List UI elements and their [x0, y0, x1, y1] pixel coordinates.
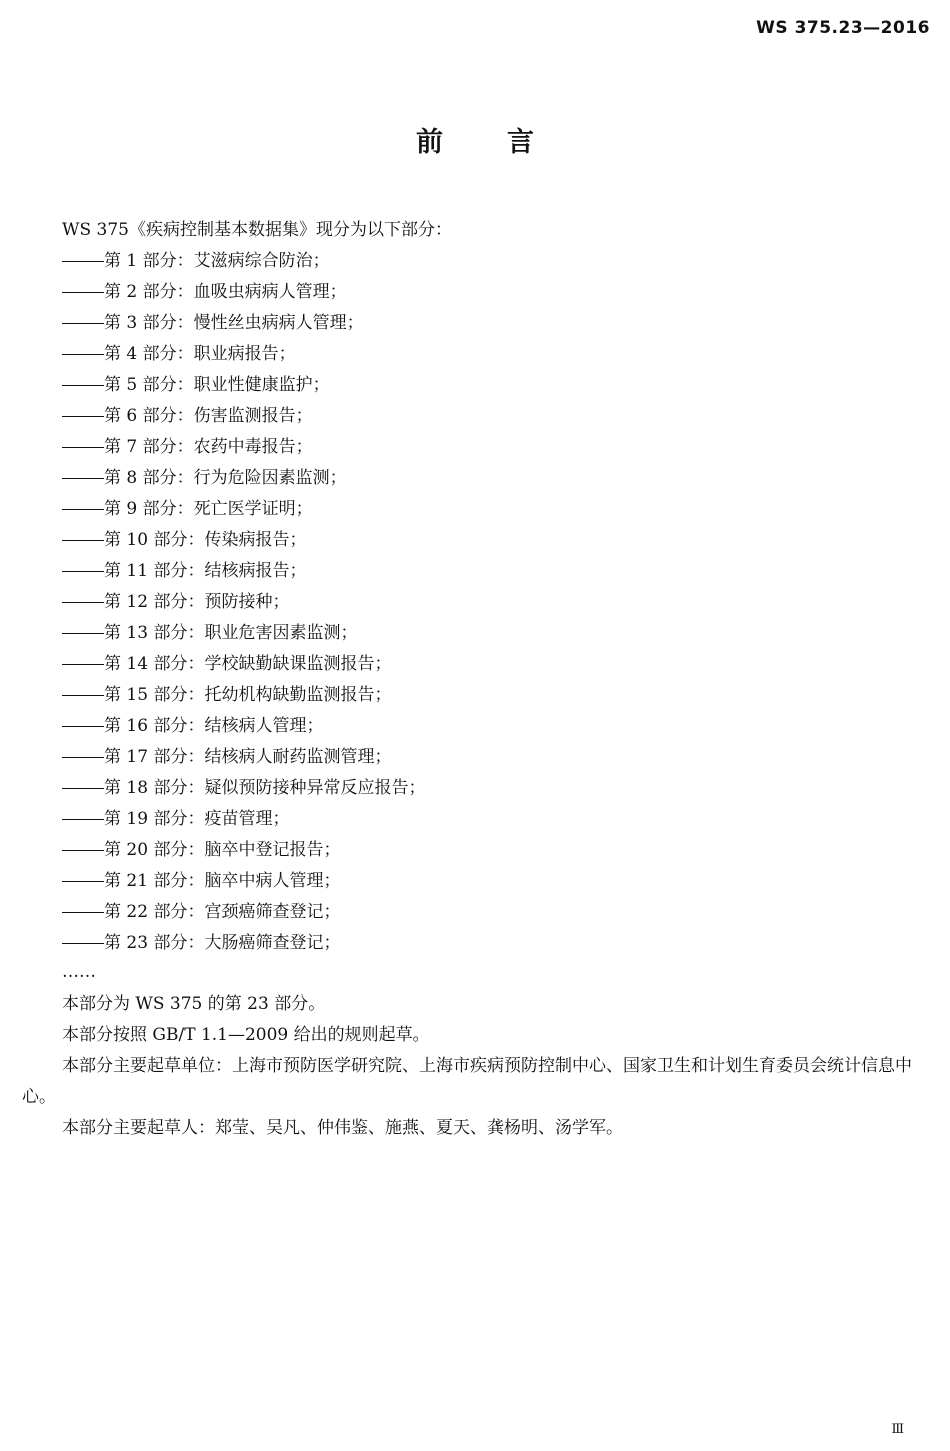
part-list-item — [22, 339, 934, 370]
em-dash-marker — [62, 416, 104, 417]
part-list-item — [22, 742, 934, 773]
em-dash-marker — [62, 540, 104, 541]
part-list-item — [22, 308, 934, 339]
part-label: 第 11 部分：结核病报告； — [104, 561, 307, 581]
em-dash-marker — [62, 912, 104, 913]
part-label: 第 21 部分：脑卒中病人管理； — [104, 871, 341, 891]
part-label: 第 15 部分：托幼机构缺勤监测报告； — [104, 685, 392, 705]
standard-code: WS 375.23—2016 — [756, 18, 930, 38]
paragraph-drafting-units: 本部分主要起草单位：上海市预防医学研究院、上海市疾病预防控制中心、国家卫生和计划生育委员会统计信息中心。 — [22, 1056, 912, 1107]
parts-list — [22, 246, 934, 959]
paragraph-part-statement: 本部分为 WS 375 的第 23 部分。 — [62, 994, 326, 1014]
part-label: 第 16 部分：结核病人管理； — [104, 716, 324, 736]
part-list-item — [22, 897, 934, 928]
part-label: 第 22 部分：宫颈癌筛查登记； — [104, 902, 341, 922]
part-label: 第 14 部分：学校缺勤缺课监测报告； — [104, 654, 392, 674]
part-list-item — [22, 804, 934, 835]
part-list-item — [22, 835, 934, 866]
em-dash-marker — [62, 695, 104, 696]
em-dash-marker — [62, 323, 104, 324]
em-dash-marker — [62, 447, 104, 448]
part-list-item — [22, 370, 934, 401]
part-label: 第 12 部分：预防接种； — [104, 592, 290, 612]
em-dash-marker — [62, 757, 104, 758]
part-label: 第 19 部分：疫苗管理； — [104, 809, 290, 829]
part-list-item — [22, 494, 934, 525]
em-dash-marker — [62, 292, 104, 293]
part-label: 第 13 部分：职业危害因素监测； — [104, 623, 358, 643]
em-dash-marker — [62, 478, 104, 479]
page-title: 前言 — [416, 127, 598, 158]
part-list-item — [22, 587, 934, 618]
part-label: 第 8 部分：行为危险因素监测； — [104, 468, 347, 488]
part-label: 第 23 部分：大肠癌筛查登记； — [104, 933, 341, 953]
page-number: Ⅲ — [891, 1422, 904, 1437]
part-label: 第 7 部分：农药中毒报告； — [104, 437, 313, 457]
em-dash-marker — [62, 509, 104, 510]
em-dash-marker — [62, 602, 104, 603]
em-dash-marker — [62, 943, 104, 944]
em-dash-marker — [62, 819, 104, 820]
part-label: 第 5 部分：职业性健康监护； — [104, 375, 330, 395]
part-list-item — [22, 618, 934, 649]
em-dash-marker — [62, 664, 104, 665]
paragraph-drafting-rules: 本部分按照 GB/T 1.1—2009 给出的规则起草。 — [62, 1025, 430, 1045]
part-list-item — [22, 463, 934, 494]
part-label: 第 3 部分：慢性丝虫病病人管理； — [104, 313, 364, 333]
part-label: 第 20 部分：脑卒中登记报告； — [104, 840, 341, 860]
em-dash-marker — [62, 726, 104, 727]
em-dash-marker — [62, 788, 104, 789]
part-list-item — [22, 649, 934, 680]
ellipsis: …… — [62, 962, 96, 982]
document-body — [22, 215, 934, 1144]
em-dash-marker — [62, 633, 104, 634]
em-dash-marker — [62, 881, 104, 882]
part-list-item — [22, 928, 934, 959]
part-label: 第 17 部分：结核病人耐药监测管理； — [104, 747, 392, 767]
paragraph-drafters: 本部分主要起草人：郑莹、吴凡、仲伟鉴、施燕、夏天、龚杨明、汤学军。 — [62, 1118, 623, 1138]
part-list-item — [22, 525, 934, 556]
part-list-item — [22, 556, 934, 587]
part-list-item — [22, 277, 934, 308]
em-dash-marker — [62, 354, 104, 355]
part-label: 第 9 部分：死亡医学证明； — [104, 499, 313, 519]
part-label: 第 4 部分：职业病报告； — [104, 344, 296, 364]
part-list-item — [22, 773, 934, 804]
part-list-item — [22, 246, 934, 277]
part-label: 第 18 部分：疑似预防接种异常反应报告； — [104, 778, 426, 798]
part-list-item — [22, 680, 934, 711]
em-dash-marker — [62, 571, 104, 572]
part-list-item — [22, 866, 934, 897]
em-dash-marker — [62, 385, 104, 386]
part-label: 第 2 部分：血吸虫病病人管理； — [104, 282, 347, 302]
part-label: 第 6 部分：伤害监测报告； — [104, 406, 313, 426]
part-label: 第 10 部分：传染病报告； — [104, 530, 307, 550]
part-label: 第 1 部分：艾滋病综合防治； — [104, 251, 330, 271]
intro-paragraph: WS 375《疾病控制基本数据集》现分为以下部分： — [62, 220, 452, 240]
part-list-item — [22, 711, 934, 742]
part-list-item — [22, 401, 934, 432]
part-list-item — [22, 432, 934, 463]
em-dash-marker — [62, 850, 104, 851]
em-dash-marker — [62, 261, 104, 262]
